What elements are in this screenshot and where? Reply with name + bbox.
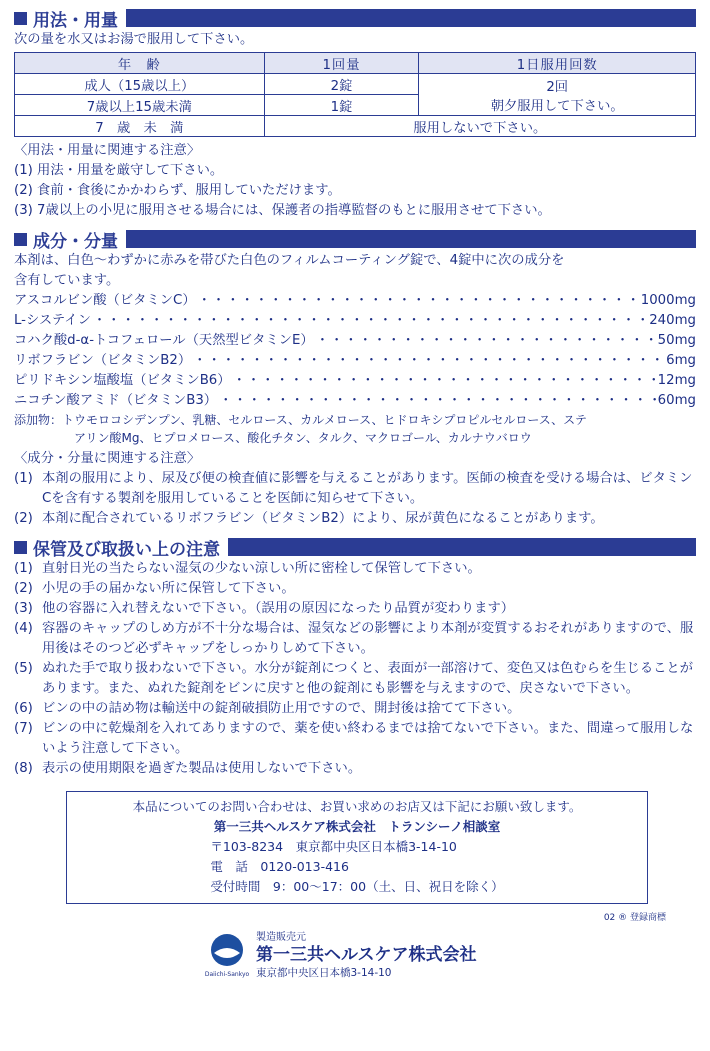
section-square-icon	[14, 233, 27, 246]
ingredient-row	[14, 291, 696, 311]
ingredient-row	[14, 351, 696, 371]
item-number: (2)	[14, 511, 33, 526]
contact-phone: 電 話 0120-013-416	[210, 859, 349, 874]
section-title: 保管及び取扱い上の注意	[33, 539, 220, 560]
contact-company: 第一三共ヘルスケア株式会社 トランシーノ相談室	[213, 819, 501, 834]
additives: 添加物：トウモロコシデンプン、乳糖、セルロース、カルメロース、ヒドロキシプロピルセルロース、ステ	[14, 413, 587, 427]
manufacturer-block	[204, 931, 696, 980]
table-cell-dose: 1錠	[264, 95, 419, 116]
leader-dots	[191, 351, 666, 371]
item-number: (4)	[14, 621, 33, 636]
item-text: 本剤の服用により、尿及び便の検査値に影響を与えることがあります。医師の検査を受ける場合は、ビタミンCを含有する製剤を服用していることを医師に知らせて下さい。	[42, 471, 693, 506]
item-text: ぬれた手で取り扱わないで下さい。水分が錠剤につくと、表面が一部溶けて、変色又は色むらを生じることがあります。また、ぬれた錠剤をビンに戻すと他の錠剤にも影響を与えますので、戻さないで下さい。	[42, 661, 694, 696]
section-header-storage	[14, 535, 696, 559]
item-text: 直射日光の当たらない湿気の少ない涼しい所に密栓して保管して下さい。	[42, 561, 481, 576]
list-item	[14, 759, 696, 779]
logo-wordmark: Daiichi-Sankyo	[204, 970, 250, 978]
list-item	[14, 599, 696, 619]
table-cell-age: 7歳以上15歳未満	[15, 95, 265, 116]
leader-dots	[217, 391, 658, 411]
contact-details	[210, 837, 503, 897]
dosage-table	[14, 52, 696, 137]
usage-intro: 次の量を水又はお湯で服用して下さい。	[14, 32, 254, 47]
leader-dots	[91, 311, 649, 331]
section-square-icon	[14, 12, 27, 25]
item-number: (7)	[14, 721, 33, 736]
item-number: (5)	[14, 661, 33, 676]
manufacturer-text	[256, 931, 477, 980]
section-bar	[126, 230, 696, 248]
table-cell-age: 7 歳 未 満	[15, 116, 265, 137]
item-text: 容器のキャップのしめ方が不十分な場合は、湿気などの影響により本剤が変質するおそれがありますので、服用後はそのつど必ずキャップをしっかりしめて下さい。	[42, 621, 694, 656]
list-item	[14, 699, 696, 719]
ingredient-name: コハク酸d-α-トコフェロール（天然型ビタミンE）	[14, 333, 314, 348]
ingredient-name: ピリドキシン塩酸塩（ビタミンB6）	[14, 373, 231, 388]
list-item	[14, 659, 696, 699]
table-header-times: 1日服用回数	[419, 53, 696, 74]
list-item	[14, 579, 696, 599]
item-number: (2)	[14, 581, 33, 596]
company-logo	[204, 933, 250, 979]
table-cell-dose: 2錠	[264, 74, 419, 95]
ingredient-amount: 12mg	[657, 373, 696, 388]
section-title: 用法・用量	[33, 10, 118, 31]
item-text: 本剤に配合されているリボフラビン（ビタミンB2）により、尿が黄色になることがあります。	[42, 511, 604, 526]
ingredient-amount: 1000mg	[640, 293, 696, 308]
item-text: 他の容器に入れ替えないで下さい。（誤用の原因になったり品質が変わります）	[42, 601, 515, 616]
contact-box	[66, 791, 648, 904]
ingredient-amount: 6mg	[666, 353, 696, 368]
ingredient-amount: 240mg	[649, 313, 696, 328]
table-cell-dose: 服用しないで下さい。	[264, 116, 695, 137]
item-number: (8)	[14, 761, 33, 776]
manufacturer-address: 東京都中央区日本橋3-14-10	[256, 967, 392, 979]
ingredient-row	[14, 371, 696, 391]
item-text: ビンの中に乾燥剤を入れてありますので、薬を使い終わるまでは捨てないで下さい。また、間違って服用しないよう注意して下さい。	[42, 721, 694, 756]
leaflet-page	[0, 6, 710, 1051]
ingredients-notes-title: 〈成分・分量に関連する注意〉	[14, 451, 201, 466]
table-cell-times	[419, 74, 696, 116]
ingredients-intro: 含有しています。	[14, 273, 120, 288]
trademark-note: 02 ® 登録商標	[603, 913, 666, 923]
daiichi-sankyo-logo-icon	[210, 933, 244, 967]
item-number: (6)	[14, 701, 33, 716]
section-title: 成分・分量	[33, 231, 118, 252]
item-text: 表示の使用期限を過ぎた製品は使用しないで下さい。	[42, 761, 362, 776]
ingredient-amount: 50mg	[657, 333, 696, 348]
additives: アリン酸Mg、ヒプロメロース、酸化チタン、タルク、マクロゴール、カルナウバロウ	[74, 431, 532, 445]
item-text: ビンの中の詰め物は輸送中の錠剤破損防止用ですので、開封後は捨てて下さい。	[42, 701, 521, 716]
leader-dots	[314, 331, 658, 351]
table-header-dose: 1回量	[264, 53, 419, 74]
list-item	[14, 509, 696, 529]
usage-notes-title: 〈用法・用量に関連する注意〉	[14, 143, 201, 158]
usage-note: (3) 7歳以上の小児に服用させる場合には、保護者の指導監督のもとに服用させて下さい。	[14, 203, 551, 218]
list-item	[14, 719, 696, 759]
manufacturer-role: 製造販売元	[256, 932, 306, 943]
ingredient-row	[14, 331, 696, 351]
item-number: (3)	[14, 601, 33, 616]
times-count: 2回	[546, 79, 569, 95]
item-text: 小児の手の届かない所に保管して下さい。	[42, 581, 295, 596]
usage-note: (2) 食前・食後にかかわらず、服用していただけます。	[14, 183, 341, 198]
item-number: (1)	[14, 471, 33, 486]
ingredient-name: アスコルビン酸（ビタミンC）	[14, 293, 196, 308]
manufacturer-name: 第一三共ヘルスケア株式会社	[256, 945, 477, 965]
ingredient-row	[14, 391, 696, 411]
contact-hours: 受付時間 9：00～17：00（土、日、祝日を除く）	[210, 879, 504, 894]
times-instruction: 朝夕服用して下さい。	[490, 98, 624, 114]
list-item	[14, 619, 696, 659]
leader-dots	[231, 371, 658, 391]
list-item	[14, 559, 696, 579]
leader-dots	[196, 291, 641, 311]
contact-intro: 本品についてのお問い合わせは、お買い求めのお店又は下記にお願い致します。	[132, 799, 582, 814]
ingredient-name: ニコチン酸アミド（ビタミンB3）	[14, 393, 218, 408]
section-bar	[126, 9, 696, 27]
ingredient-row	[14, 311, 696, 331]
ingredient-name: L-システイン	[14, 313, 91, 328]
contact-address: 〒103-8234 東京都中央区日本橋3-14-10	[210, 839, 457, 854]
table-cell-age: 成人（15歳以上）	[15, 74, 265, 95]
list-item	[14, 469, 696, 509]
section-header-usage	[14, 6, 696, 30]
table-header-age: 年 齢	[15, 53, 265, 74]
section-square-icon	[14, 541, 27, 554]
section-bar	[228, 538, 696, 556]
item-number: (1)	[14, 561, 33, 576]
usage-note: (1) 用法・用量を厳守して下さい。	[14, 163, 224, 178]
ingredient-amount: 60mg	[657, 393, 696, 408]
section-header-ingredients	[14, 227, 696, 251]
ingredient-name: リボフラビン（ビタミンB2）	[14, 353, 192, 368]
ingredients-intro: 本剤は、白色～わずかに赤みを帯びた白色のフィルムコーティング錠で、4錠中に次の成分を	[14, 253, 565, 268]
